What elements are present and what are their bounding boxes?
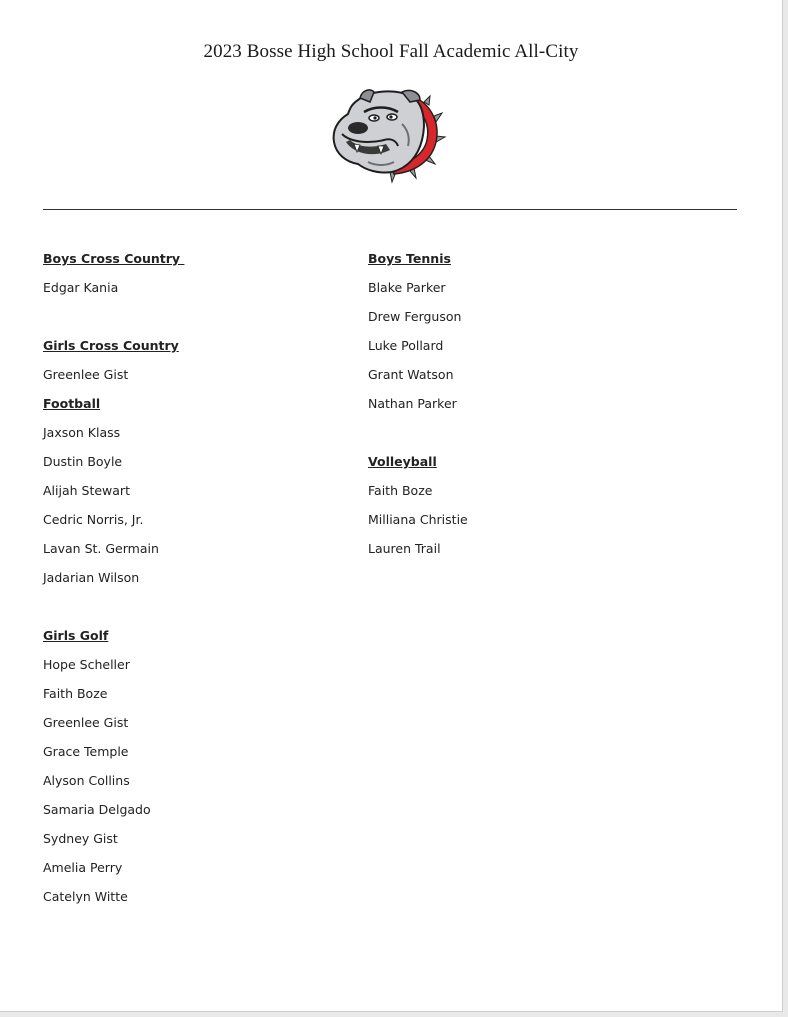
list-item: Greenlee Gist <box>43 715 129 730</box>
list-item: Lauren Trail <box>368 541 441 556</box>
section-football <box>43 396 184 599</box>
list-item: Blake Parker <box>368 280 446 295</box>
list-item: Dustin Boyle <box>43 454 123 469</box>
section-boys-cross-country <box>43 251 184 309</box>
left-column <box>43 251 184 918</box>
list-item: Nathan Parker <box>368 396 457 411</box>
name-list <box>368 280 468 425</box>
name-list <box>43 657 184 918</box>
name-list <box>43 367 184 396</box>
horizontal-divider <box>43 209 737 210</box>
list-item: Amelia Perry <box>43 860 123 875</box>
list-item: Milliana Christie <box>368 512 468 527</box>
list-item: Sydney Gist <box>43 831 118 846</box>
section-heading: Volleyball <box>368 454 437 469</box>
section-heading: Girls Golf <box>43 628 109 643</box>
list-item: Alyson Collins <box>43 773 130 788</box>
bulldog-nose <box>348 122 368 134</box>
section-girls-golf <box>43 628 184 918</box>
list-item: Samaria Delgado <box>43 802 151 817</box>
section-heading: Boys Cross Country <box>43 251 185 266</box>
list-item: Lavan St. Germain <box>43 541 159 556</box>
list-item: Faith Boze <box>43 686 108 701</box>
list-item: Luke Pollard <box>368 338 444 353</box>
list-item: Alijah Stewart <box>43 483 130 498</box>
list-item: Edgar Kania <box>43 280 119 295</box>
list-item: Catelyn Witte <box>43 889 128 904</box>
name-list <box>368 483 468 570</box>
list-item: Drew Ferguson <box>368 309 462 324</box>
name-list <box>43 280 184 309</box>
bulldog-head <box>334 91 424 172</box>
list-item: Grant Watson <box>368 367 454 382</box>
list-item: Jadarian Wilson <box>43 570 140 585</box>
name-list <box>43 425 184 599</box>
list-item: Greenlee Gist <box>43 367 129 382</box>
list-item: Jaxson Klass <box>43 425 121 440</box>
section-boys-tennis <box>368 251 468 425</box>
section-heading: Football <box>43 396 101 411</box>
list-item: Grace Temple <box>43 744 129 759</box>
section-heading: Boys Tennis <box>368 251 451 266</box>
bulldog-mascot-logo <box>328 84 448 188</box>
section-heading: Girls Cross Country <box>43 338 179 353</box>
right-column <box>368 251 468 570</box>
list-item: Cedric Norris, Jr. <box>43 512 144 527</box>
list-item: Hope Scheller <box>43 657 130 672</box>
section-girls-cross-country <box>43 338 184 396</box>
section-volleyball <box>368 454 468 570</box>
list-item: Faith Boze <box>368 483 433 498</box>
document-title: 2023 Bosse High School Fall Academic All-City <box>203 41 579 62</box>
